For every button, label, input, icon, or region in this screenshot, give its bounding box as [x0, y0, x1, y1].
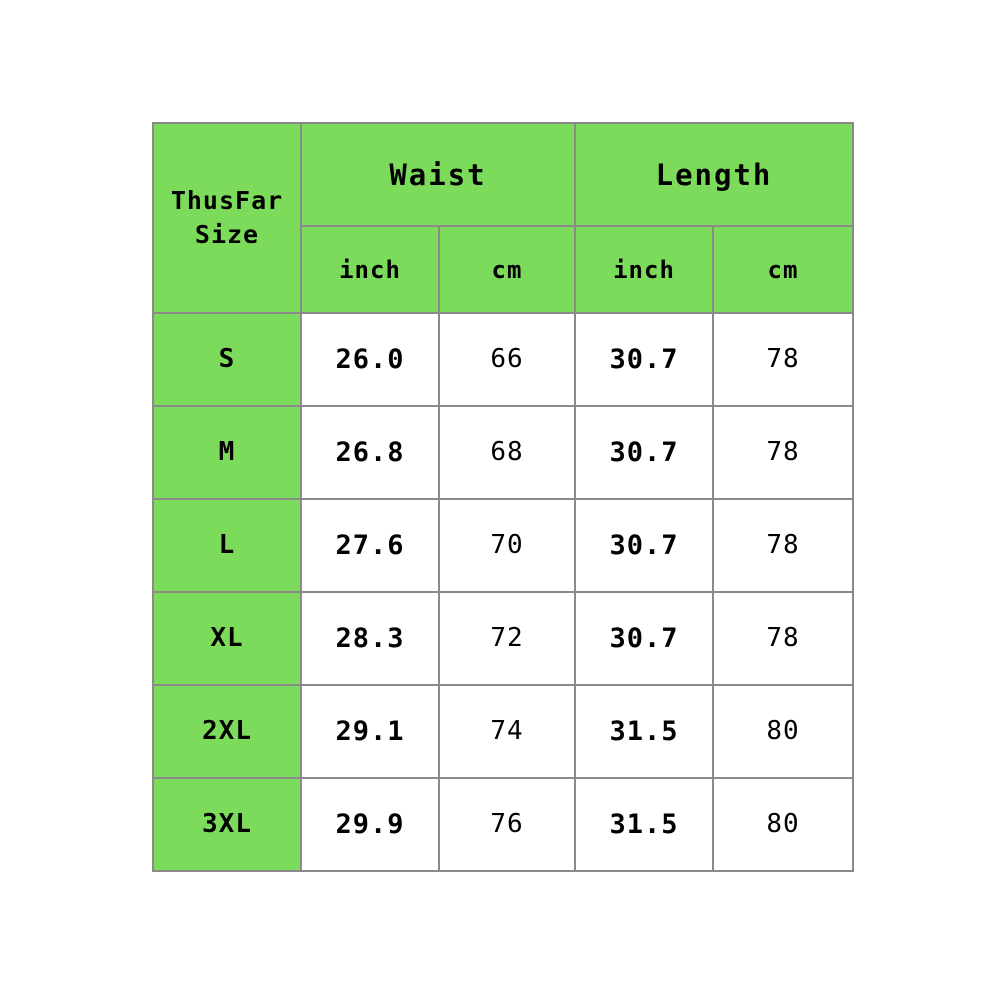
cell-waist-inch: 26.8 [301, 406, 439, 499]
cell-size: 2XL [153, 685, 301, 778]
table-row [153, 685, 853, 778]
cell-waist-cm: 72 [439, 592, 575, 685]
header-cell-length: Length [575, 123, 853, 226]
cell-waist-cm: 74 [439, 685, 575, 778]
cell-waist-cm: 70 [439, 499, 575, 592]
cell-length-inch: 30.7 [575, 406, 713, 499]
size-chart-table [152, 122, 854, 872]
cell-waist-inch: 29.9 [301, 778, 439, 871]
cell-waist-cm: 76 [439, 778, 575, 871]
header-cell-waist-cm: cm [439, 226, 575, 313]
cell-length-inch: 31.5 [575, 778, 713, 871]
cell-size: XL [153, 592, 301, 685]
brand-name-text: ThusFar [170, 186, 284, 216]
cell-size: M [153, 406, 301, 499]
cell-length-cm: 80 [713, 685, 853, 778]
cell-waist-inch: 29.1 [301, 685, 439, 778]
cell-length-inch: 30.7 [575, 592, 713, 685]
cell-length-inch: 31.5 [575, 685, 713, 778]
cell-waist-inch: 26.0 [301, 313, 439, 406]
table-row [153, 313, 853, 406]
header-cell-length-cm: cm [713, 226, 853, 313]
header-cell-length-inch: inch [575, 226, 713, 313]
table-header-row-groups [153, 123, 853, 226]
table-row [153, 778, 853, 871]
cell-waist-cm: 68 [439, 406, 575, 499]
cell-length-cm: 78 [713, 313, 853, 406]
size-word-text: Size [194, 219, 260, 249]
table-row [153, 499, 853, 592]
cell-size: 3XL [153, 778, 301, 871]
cell-length-inch: 30.7 [575, 499, 713, 592]
cell-length-cm: 80 [713, 778, 853, 871]
header-cell-brand-size [153, 123, 301, 313]
size-chart-container [152, 122, 852, 872]
header-cell-waist: Waist [301, 123, 575, 226]
cell-waist-cm: 66 [439, 313, 575, 406]
cell-size: L [153, 499, 301, 592]
cell-waist-inch: 27.6 [301, 499, 439, 592]
cell-length-cm: 78 [713, 499, 853, 592]
cell-size: S [153, 313, 301, 406]
cell-length-cm: 78 [713, 592, 853, 685]
cell-length-cm: 78 [713, 406, 853, 499]
header-cell-waist-inch: inch [301, 226, 439, 313]
cell-length-inch: 30.7 [575, 313, 713, 406]
cell-waist-inch: 28.3 [301, 592, 439, 685]
table-row [153, 592, 853, 685]
table-row [153, 406, 853, 499]
